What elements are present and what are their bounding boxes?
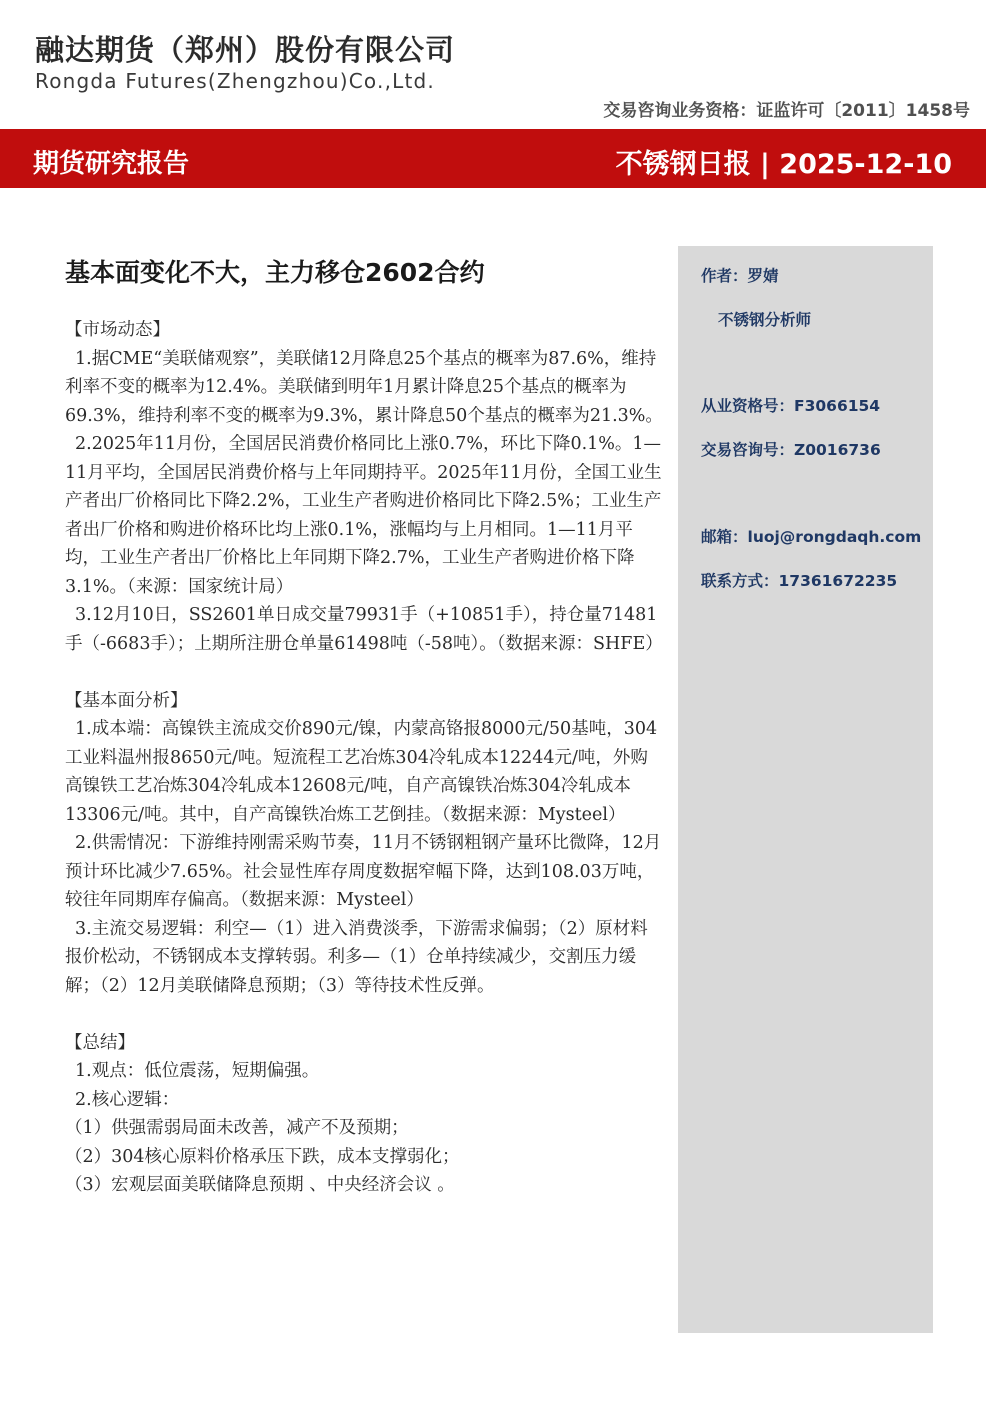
author-sidebar [678, 246, 933, 1333]
paragraph: 2.2025年11月份，全国居民消费价格同比上涨0.7%，环比下降0.1%。1—11月平均，全国居民消费价格与上年同期持平。2025年11月份，全国工业生产者出厂价格同比下降2.2%，工业生产者购进价格同比下降2.5%；工业生产者出厂价格和购进价格环比均上涨0.1%，涨幅均与上月相同。1—11月平均，工业生产者出厂价格比上年同期下降2.7%，工业生产者购进价格下降3.1%。（来源：国家统计局） [65, 434, 662, 597]
author-email[interactable]: 邮箱：luoj@rongdaqh.com [701, 528, 922, 546]
paragraph: 1.据CME“美联储观察”，美联储12月降息25个基点的概率为87.6%，维持利率不变的概率为12.4%。美联储到明年1月累计降息25个基点的概率为69.3%，维持利率不变的概率为9.3%，累计降息50个基点的概率为21.3%。 [65, 348, 663, 426]
summary-point: （2）304核心原料价格承压下跌，成本支撑弱化； [65, 1146, 460, 1167]
report-banner [0, 129, 986, 188]
report-name-date: 不锈钢日报 | 2025-12-10 [615, 149, 952, 180]
section-heading: 【基本面分析】 [65, 690, 188, 711]
author-role: 不锈钢分析师 [718, 311, 812, 329]
consult-number: 交易咨询号：Z0016736 [701, 441, 881, 459]
license-number: 从业资格号：F3066154 [701, 397, 881, 415]
paragraph: 3.主流交易逻辑：利空—（1）进入消费淡季，下游需求偏弱；（2）原材料报价松动，不锈钢成本支撑转弱。利多—（1）仓单持续减少，交割压力缓解；（2）12月美联储降息预期；（3）等待技术性反弹。 [65, 918, 648, 996]
qualification-note: 交易咨询业务资格：证监许可〔2011〕1458号 [603, 101, 970, 121]
fundamentals-section [65, 687, 665, 1001]
author-phone: 联系方式：17361672235 [701, 572, 898, 590]
summary-logic-label: 2.核心逻辑： [75, 1089, 180, 1110]
market-section [65, 316, 665, 658]
paragraph: 1.成本端：高镍铁主流成交价890元/镍，内蒙高铬报8000元/50基吨，304工业料温州报8650元/吨。短流程工艺冶炼304冷轧成本12244元/吨，外购高镍铁工艺冶炼304冷轧成本12608元/吨，自产高镍铁冶炼304冷轧成本13306元/吨。其中，自产高镍铁冶炼工艺倒挂。（数据来源：Mysteel） [65, 719, 658, 825]
author-name: 作者：罗婧 [701, 267, 779, 285]
summary-point: （1）供强需弱局面未改善，减产不及预期； [65, 1118, 409, 1138]
section-heading: 【市场动态】 [65, 320, 170, 340]
company-name-cn: 融达期货（郑州）股份有限公司 [35, 33, 456, 67]
paragraph: 2.供需情况：下游维持刚需采购节奏，11月不锈钢粗钢产量环比微降，12月预计环比减少7.65%。社会显性库存周度数据窄幅下降，达到108.03万吨，较往年同期库存偏高。（数据来源：Mysteel） [65, 833, 662, 910]
article-body [65, 316, 665, 1200]
summary-section [65, 1029, 665, 1200]
article-title: 基本面变化不大，主力移仓2602合约 [65, 258, 485, 287]
summary-point: （3）宏观层面美联储降息预期 、中央经济会议 。 [65, 1175, 455, 1195]
company-name-en: Rongda Futures(Zhengzhou)Co.,Ltd. [35, 69, 435, 93]
section-heading: 【总结】 [65, 1032, 135, 1053]
summary-view: 1.观点：低位震荡，短期偏强。 [75, 1061, 320, 1081]
paragraph: 3.12月10日，SS2601单日成交量79931手（+10851手），持仓量71481手（-6683手）；上期所注册仓单量61498吨（-58吨）。（数据来源：SHFE） [65, 605, 663, 654]
report-type: 期货研究报告 [33, 149, 190, 179]
